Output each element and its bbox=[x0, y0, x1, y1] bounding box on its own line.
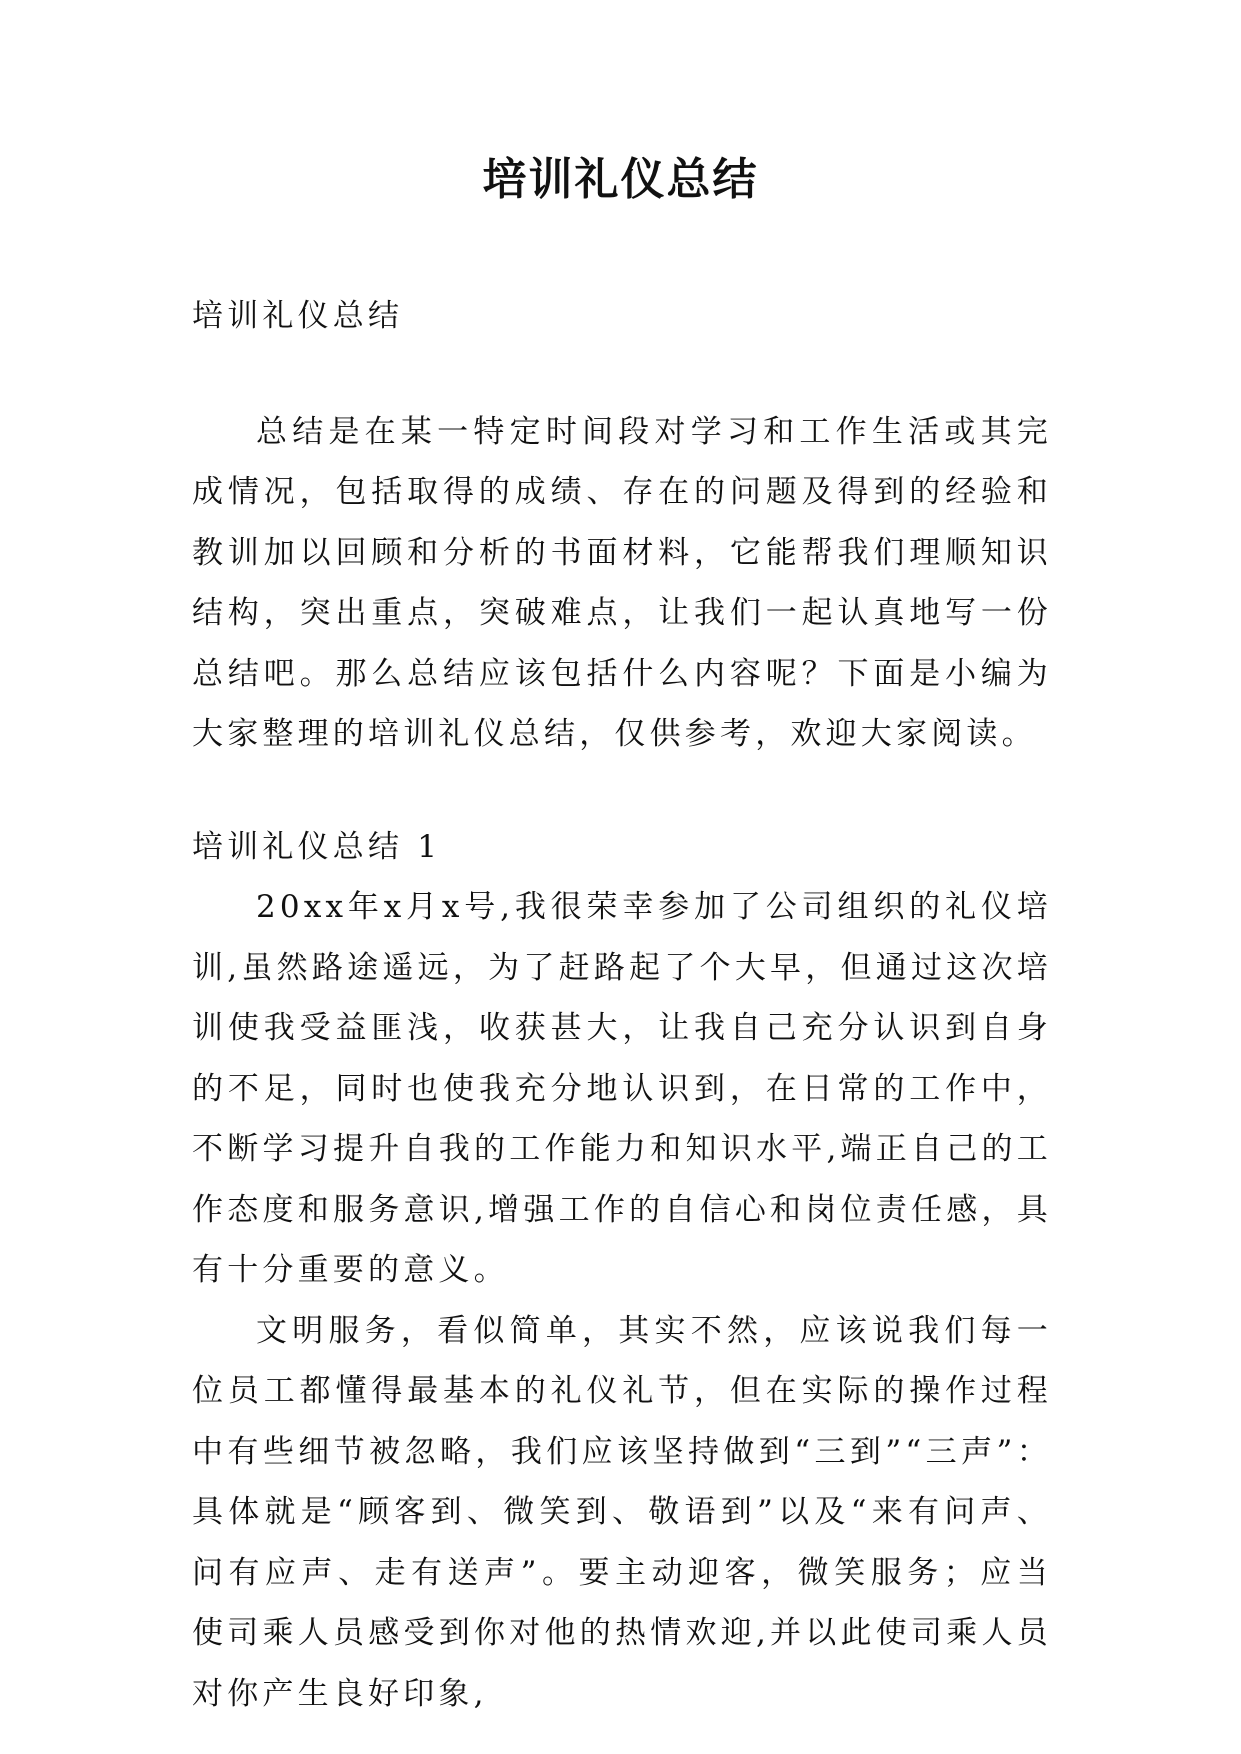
spacer bbox=[192, 765, 1052, 817]
document-body bbox=[192, 286, 1052, 1724]
section-heading: 培训礼仪总结 1 bbox=[192, 828, 442, 865]
body-paragraph-1: 20xx年x月x号,我很荣幸参加了公司组织的礼仪培训,虽然路途遥远，为了赶路起了个大早，但通过这次培训使我受益匪浅，收获甚大，让我自己充分认识到自身的不足，同时也使我充分地认识到，在日常的工作中，不断学习提升自我的工作能力和知识水平,端正自己的工作态度和服务意识,增强工作的自信心和岗位责任感，具有十分重要的意义。 bbox=[192, 889, 1052, 1288]
intro-paragraph: 总结是在某一特定时间段对学习和工作生活或其完成情况，包括取得的成绩、存在的问题及得到的经验和教训加以回顾和分析的书面材料，它能帮我们理顺知识结构，突出重点，突破难点，让我们一起认真地写一份总结吧。那么总结应该包括什么内容呢？下面是小编为大家整理的培训礼仪总结，仅供参考，欢迎大家阅读。 bbox=[192, 413, 1052, 752]
spacer bbox=[192, 347, 1052, 402]
body-paragraph-2: 文明服务，看似简单，其实不然，应该说我们每一位员工都懂得最基本的礼仪礼节，但在实际的操作过程中有些细节被忽略，我们应该坚持做到“三到”“三声”：具体就是“顾客到、微笑到、敬语到”以及“来有问声、问有应声、走有送声”。要主动迎客，微笑服务；应当使司乘人员感受到你对他的热情欢迎,并以此使司乘人员对你产生良好印象, bbox=[192, 1312, 1052, 1712]
document-title: 培训礼仪总结 bbox=[482, 154, 759, 205]
document-subtitle: 培训礼仪总结 bbox=[192, 298, 404, 334]
